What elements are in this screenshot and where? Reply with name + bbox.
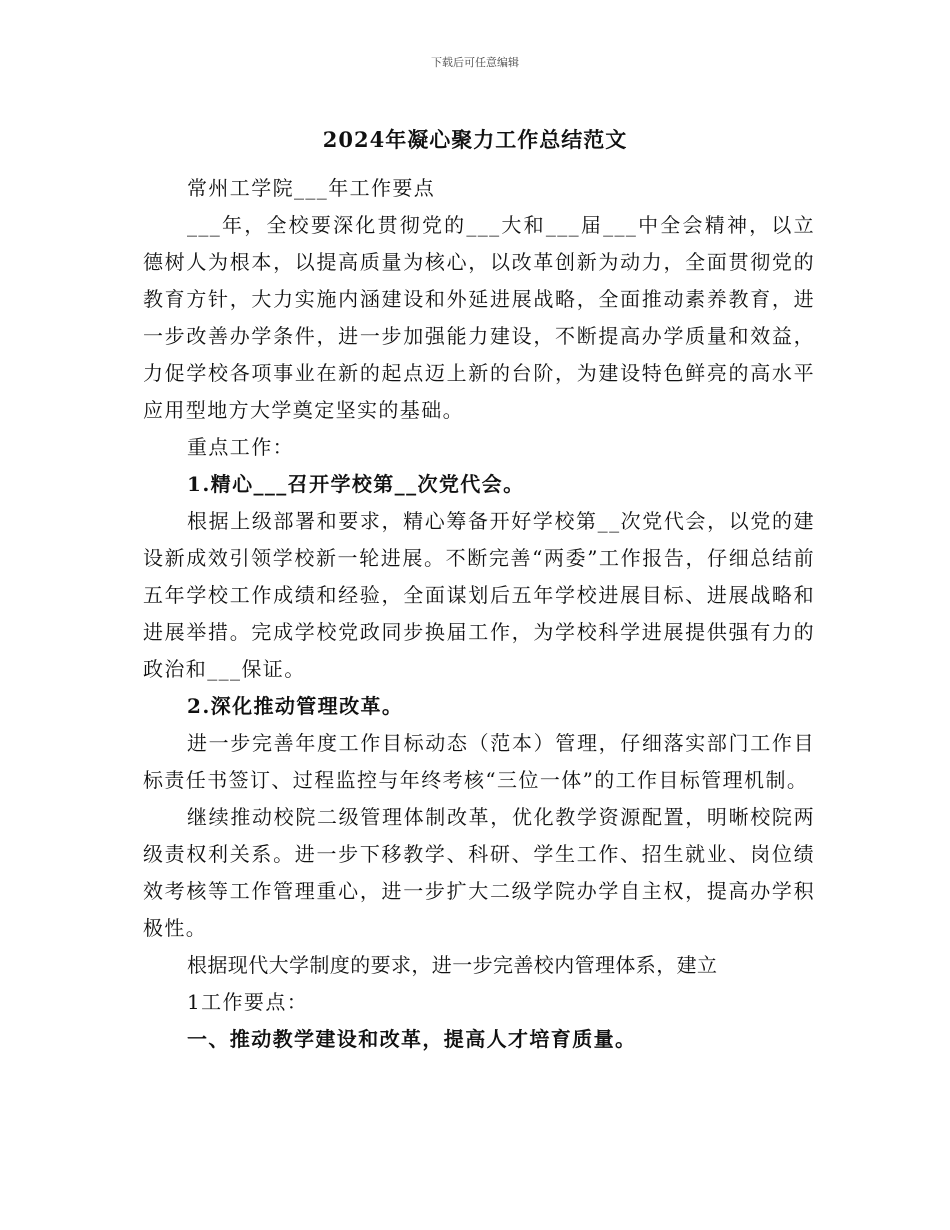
paragraph-modern-university-system: 根据现代大学制度的要求，进一步完善校内管理体系，建立 [187, 953, 718, 977]
paragraph-school-plan-heading: 常州工学院___年工作要点 [187, 176, 436, 200]
paragraph-party-congress: 根据上级部署和要求，精心筹备开好学校第__次党代会，以党的建设新成效引领学校新一轮进展。不断完善“两委”工作报告，仔细总结前五年学校工作成绩和经验，全面谋划后五年学校进展目标、进展战略和进展举措。完成学校党政同步换届工作，为学校科学进展提供强有力的政治和___保证。 [143, 509, 815, 681]
paragraph-target-management: 进一步完善年度工作目标动态（范本）管理，仔细落实部门工作目标责任书签订、过程监控与年终考核“三位一体”的工作目标管理机制。 [143, 731, 815, 792]
paragraph-work-points-label: 1工作要点： [187, 990, 309, 1014]
document-title: 2024年凝心聚力工作总结范文 [322, 127, 628, 152]
paragraph-overall-goal: ___年，全校要深化贯彻党的___大和___届___中全会精神，以立德树人为根本，以提高质量为核心，以改革创新为动力，全面贯彻党的教育方针，大力实施内涵建设和外延进展战略，全面推动素养教育，进一步改善办学条件，进一步加强能力建设，不断提高办学质量和效益，力促学校各项事业在新的起点迈上新的台阶，为建设特色鲜亮的高水平应用型地方大学奠定坚实的基础。 [143, 213, 815, 422]
document-body [143, 170, 815, 1058]
paragraph-two-level-management: 继续推动校院二级管理体制改革，优化教学资源配置，明晰校院两级责权利关系。进一步下移教学、科研、学生工作、招生就业、岗位绩效考核等工作管理重心，进一步扩大二级学院办学自主权，提高办学积极性。 [143, 805, 815, 940]
page-header-note: 下载后可任意编辑 [431, 56, 519, 69]
section-heading-party-congress: 1.精心___召开学校第__次党代会。 [187, 472, 525, 496]
section-heading-teaching-reform: 一、推动教学建设和改革，提高人才培育质量。 [187, 1027, 637, 1051]
paragraph-key-work-label: 重点工作： [187, 435, 294, 459]
section-heading-management-reform: 2.深化推动管理改革。 [187, 694, 404, 718]
